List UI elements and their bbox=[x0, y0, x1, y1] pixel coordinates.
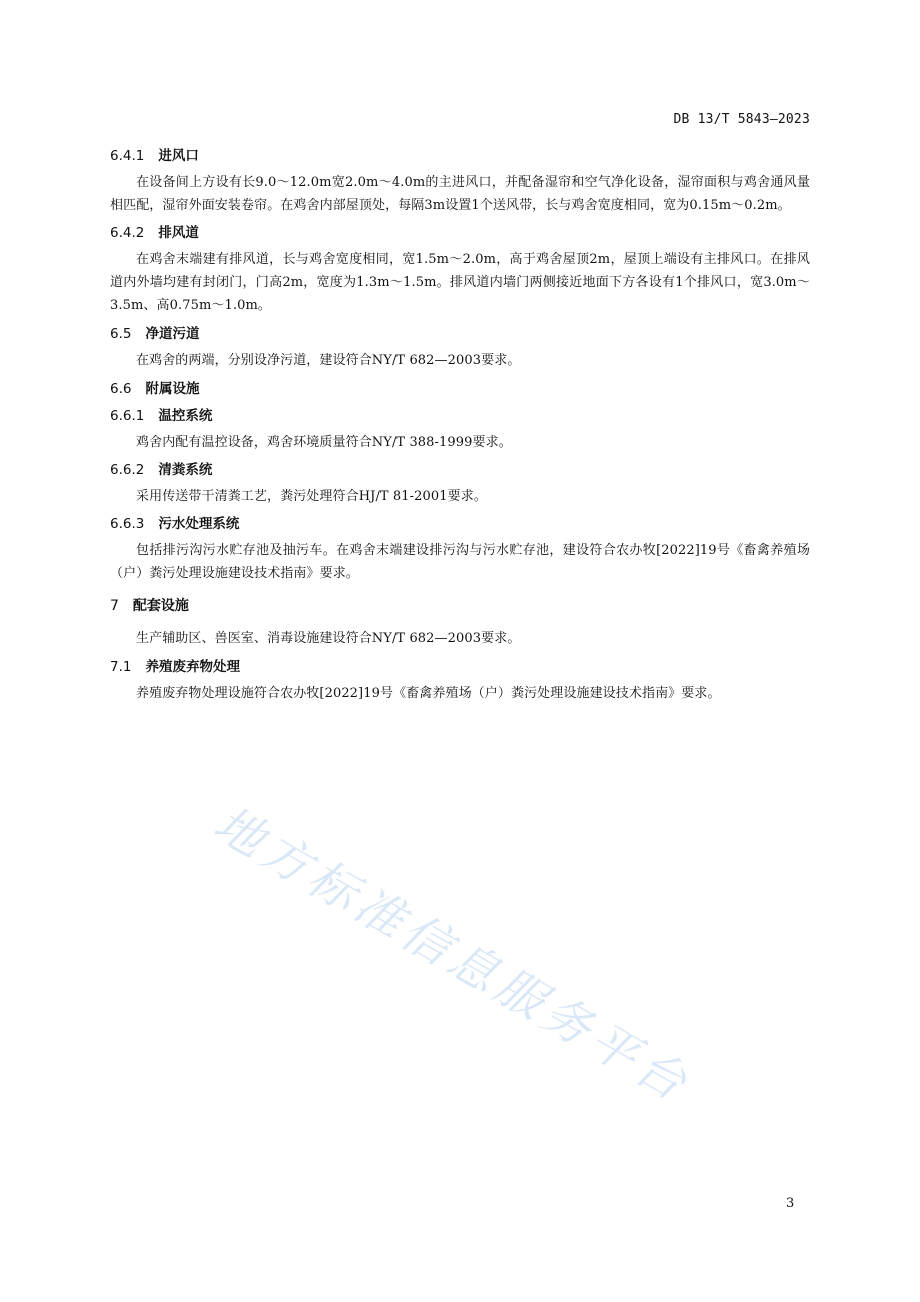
heading-number: 6.6.2 bbox=[110, 462, 145, 478]
heading-title: 进风口 bbox=[158, 148, 199, 164]
heading-number: 7 bbox=[110, 598, 119, 614]
heading-number: 6.4.2 bbox=[110, 225, 145, 241]
heading-6-4-2 bbox=[110, 222, 810, 244]
page-number: 3 bbox=[786, 1196, 795, 1211]
paragraph-6-6-2: 采用传送带干清粪工艺，粪污处理符合HJ/T 81-2001要求。 bbox=[136, 489, 487, 504]
heading-number: 6.6 bbox=[110, 381, 132, 397]
heading-number: 6.4.1 bbox=[110, 148, 145, 164]
heading-number: 6.6.1 bbox=[110, 408, 145, 424]
heading-6-6-1 bbox=[110, 405, 810, 427]
heading-6-4-1 bbox=[110, 145, 810, 167]
heading-7-1 bbox=[110, 656, 810, 678]
heading-6-6 bbox=[110, 378, 810, 400]
paragraph-6-6-1: 鸡舍内配有温控设备，鸡舍环境质量符合NY/T 388-1999要求。 bbox=[136, 435, 512, 450]
heading-title: 温控系统 bbox=[158, 408, 213, 424]
watermark: 地方标准信息服务平台 bbox=[204, 795, 701, 1115]
heading-title: 污水处理系统 bbox=[158, 516, 240, 532]
heading-number: 7.1 bbox=[110, 659, 132, 675]
document-id: DB 13/T 5843—2023 bbox=[673, 112, 810, 127]
heading-title: 净道污道 bbox=[145, 326, 200, 342]
heading-7 bbox=[110, 595, 810, 617]
heading-number: 6.6.3 bbox=[110, 516, 145, 532]
paragraph-6-4-2: 在鸡舍末端建有排风道，长与鸡舍宽度相同，宽1.5m～2.0m，高于鸡舍屋顶2m，屋顶上端设有主排风口。在排风道内外墙均建有封闭门，门高2m，宽度为1.3m～1.5m。排风道内墙门两侧接近地面下方各设有1个排风口，宽3.0m～3.5m、高0.75m～1.0m。 bbox=[110, 252, 810, 313]
paragraph-6-4-1: 在设备间上方设有长9.0～12.0m宽2.0m～4.0m的主进风口，并配备湿帘和空气净化设备，湿帘面积与鸡舍通风量相匹配，湿帘外面安装卷帘。在鸡舍内部屋顶处，每隔3m设置1个送风带，长与鸡舍宽度相同，宽为0.15m～0.2m。 bbox=[110, 175, 810, 213]
heading-title: 附属设施 bbox=[145, 381, 200, 397]
paragraph-6-6-3: 包括排污沟污水贮存池及抽污车。在鸡舍末端建设排污沟与污水贮存池，建设符合农办牧[2022]19号《畜禽养殖场（户）粪污处理设施建设技术指南》要求。 bbox=[110, 543, 810, 581]
heading-title: 养殖废弃物处理 bbox=[145, 659, 240, 675]
heading-title: 清粪系统 bbox=[158, 462, 213, 478]
heading-6-6-3 bbox=[110, 513, 810, 535]
heading-title: 排风道 bbox=[158, 225, 199, 241]
heading-title: 配套设施 bbox=[132, 598, 189, 614]
document-content bbox=[110, 140, 810, 709]
paragraph-6-5: 在鸡舍的两端，分别设净污道，建设符合NY/T 682—2003要求。 bbox=[136, 353, 521, 368]
heading-6-6-2 bbox=[110, 459, 810, 481]
heading-6-5 bbox=[110, 323, 810, 345]
heading-number: 6.5 bbox=[110, 326, 132, 342]
paragraph-7: 生产辅助区、兽医室、消毒设施建设符合NY/T 682—2003要求。 bbox=[136, 631, 521, 646]
paragraph-7-1: 养殖废弃物处理设施符合农办牧[2022]19号《畜禽养殖场（户）粪污处理设施建设技术指南》要求。 bbox=[136, 686, 721, 701]
